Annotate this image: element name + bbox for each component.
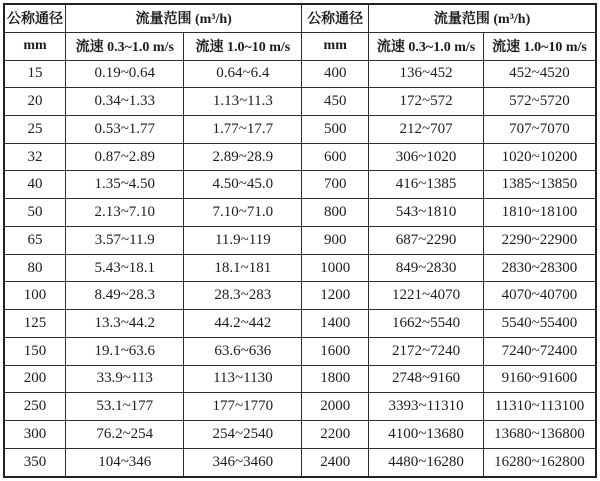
flow-high-cell-right: 572~5720	[483, 88, 596, 116]
velocity-low-header-right: 流速 0.3~1.0 m/s	[369, 32, 484, 60]
table-row	[4, 282, 596, 310]
flow-high-cell-right: 2290~22900	[483, 226, 596, 254]
table-row	[4, 88, 596, 116]
flow-low-cell-left: 33.9~113	[66, 365, 184, 393]
flow-low-cell-right: 1221~4070	[369, 282, 484, 310]
flow-high-cell-right: 13680~136800	[483, 421, 596, 449]
flow-high-cell-right: 707~7070	[483, 115, 596, 143]
dn-cell-right: 2400	[302, 448, 369, 477]
flow-low-cell-right: 2748~9160	[369, 365, 484, 393]
dn-cell-left: 300	[4, 421, 66, 449]
table-row	[4, 199, 596, 227]
flow-range-table	[3, 3, 597, 478]
flow-high-cell-left: 7.10~71.0	[184, 199, 302, 227]
dn-cell-left: 25	[4, 115, 66, 143]
table-row	[4, 115, 596, 143]
flow-high-cell-left: 113~1130	[184, 365, 302, 393]
flow-low-cell-left: 0.53~1.77	[66, 115, 184, 143]
table-row	[4, 226, 596, 254]
table-body	[4, 60, 596, 477]
flow-high-cell-left: 28.3~283	[184, 282, 302, 310]
table-header	[4, 4, 596, 60]
diameter-header-right: 公称通径	[302, 4, 369, 32]
flow-high-cell-left: 1.77~17.7	[184, 115, 302, 143]
flow-low-cell-left: 13.3~44.2	[66, 310, 184, 338]
dn-cell-left: 32	[4, 143, 66, 171]
flow-high-cell-right: 4070~40700	[483, 282, 596, 310]
dn-cell-left: 15	[4, 60, 66, 88]
flow-low-cell-right: 687~2290	[369, 226, 484, 254]
table-row	[4, 393, 596, 421]
dn-cell-right: 500	[302, 115, 369, 143]
table-row	[4, 365, 596, 393]
flow-low-cell-left: 76.2~254	[66, 421, 184, 449]
dn-cell-right: 450	[302, 88, 369, 116]
flow-low-cell-right: 3393~11310	[369, 393, 484, 421]
unit-header-right: mm	[302, 32, 369, 60]
flow-low-cell-left: 19.1~63.6	[66, 337, 184, 365]
velocity-high-header-left: 流速 1.0~10 m/s	[184, 32, 302, 60]
flow-low-cell-right: 416~1385	[369, 171, 484, 199]
header-row-2	[4, 32, 596, 60]
flow-high-cell-right: 1810~18100	[483, 199, 596, 227]
flow-low-cell-right: 1662~5540	[369, 310, 484, 338]
flow-high-cell-right: 5540~55400	[483, 310, 596, 338]
dn-cell-left: 100	[4, 282, 66, 310]
dn-cell-left: 125	[4, 310, 66, 338]
dn-cell-right: 600	[302, 143, 369, 171]
flow-low-cell-right: 2172~7240	[369, 337, 484, 365]
dn-cell-right: 2200	[302, 421, 369, 449]
table-row	[4, 448, 596, 477]
flow-low-cell-right: 212~707	[369, 115, 484, 143]
dn-cell-left: 65	[4, 226, 66, 254]
flow-low-cell-left: 8.49~28.3	[66, 282, 184, 310]
flow-high-cell-right: 9160~91600	[483, 365, 596, 393]
velocity-low-header-left: 流速 0.3~1.0 m/s	[66, 32, 184, 60]
flow-high-cell-right: 1020~10200	[483, 143, 596, 171]
flow-low-cell-right: 306~1020	[369, 143, 484, 171]
flow-high-cell-left: 254~2540	[184, 421, 302, 449]
dn-cell-left: 20	[4, 88, 66, 116]
table-row	[4, 421, 596, 449]
flow-high-cell-right: 11310~113100	[483, 393, 596, 421]
table-row	[4, 143, 596, 171]
flow-range-header-left: 流量范围 (m³/h)	[66, 4, 302, 32]
dn-cell-left: 350	[4, 448, 66, 477]
dn-cell-left: 50	[4, 199, 66, 227]
dn-cell-right: 700	[302, 171, 369, 199]
table-row	[4, 254, 596, 282]
dn-cell-left: 200	[4, 365, 66, 393]
flow-low-cell-left: 5.43~18.1	[66, 254, 184, 282]
flow-high-cell-left: 11.9~119	[184, 226, 302, 254]
dn-cell-right: 2000	[302, 393, 369, 421]
flow-high-cell-right: 2830~28300	[483, 254, 596, 282]
flow-range-header-right: 流量范围 (m³/h)	[369, 4, 596, 32]
flow-high-cell-right: 1385~13850	[483, 171, 596, 199]
flow-high-cell-left: 346~3460	[184, 448, 302, 477]
velocity-high-header-right: 流速 1.0~10 m/s	[483, 32, 596, 60]
flow-low-cell-left: 1.35~4.50	[66, 171, 184, 199]
flow-low-cell-right: 4100~13680	[369, 421, 484, 449]
flow-high-cell-left: 0.64~6.4	[184, 60, 302, 88]
flow-low-cell-left: 3.57~11.9	[66, 226, 184, 254]
dn-cell-left: 80	[4, 254, 66, 282]
dn-cell-right: 1400	[302, 310, 369, 338]
dn-cell-right: 1600	[302, 337, 369, 365]
flow-low-cell-left: 0.34~1.33	[66, 88, 184, 116]
flow-low-cell-right: 543~1810	[369, 199, 484, 227]
flow-low-cell-left: 104~346	[66, 448, 184, 477]
table-row	[4, 171, 596, 199]
flow-high-cell-right: 16280~162800	[483, 448, 596, 477]
flow-low-cell-right: 849~2830	[369, 254, 484, 282]
flow-high-cell-left: 18.1~181	[184, 254, 302, 282]
diameter-header-left: 公称通径	[4, 4, 66, 32]
dn-cell-right: 1800	[302, 365, 369, 393]
flow-low-cell-right: 172~572	[369, 88, 484, 116]
dn-cell-left: 150	[4, 337, 66, 365]
flow-low-cell-left: 0.87~2.89	[66, 143, 184, 171]
flow-high-cell-left: 4.50~45.0	[184, 171, 302, 199]
dn-cell-right: 400	[302, 60, 369, 88]
flow-high-cell-left: 63.6~636	[184, 337, 302, 365]
dn-cell-right: 1000	[302, 254, 369, 282]
flow-high-cell-left: 1.13~11.3	[184, 88, 302, 116]
flow-high-cell-left: 2.89~28.9	[184, 143, 302, 171]
flow-low-cell-right: 4480~16280	[369, 448, 484, 477]
flow-low-cell-left: 53.1~177	[66, 393, 184, 421]
flow-low-cell-right: 136~452	[369, 60, 484, 88]
flow-low-cell-left: 2.13~7.10	[66, 199, 184, 227]
table-row	[4, 310, 596, 338]
dn-cell-left: 40	[4, 171, 66, 199]
flow-high-cell-left: 44.2~442	[184, 310, 302, 338]
dn-cell-right: 800	[302, 199, 369, 227]
table-row	[4, 337, 596, 365]
dn-cell-left: 250	[4, 393, 66, 421]
flow-high-cell-right: 452~4520	[483, 60, 596, 88]
table-row	[4, 60, 596, 88]
flow-high-cell-right: 7240~72400	[483, 337, 596, 365]
flow-low-cell-left: 0.19~0.64	[66, 60, 184, 88]
dn-cell-right: 1200	[302, 282, 369, 310]
dn-cell-right: 900	[302, 226, 369, 254]
flow-high-cell-left: 177~1770	[184, 393, 302, 421]
unit-header-left: mm	[4, 32, 66, 60]
header-row-1	[4, 4, 596, 32]
